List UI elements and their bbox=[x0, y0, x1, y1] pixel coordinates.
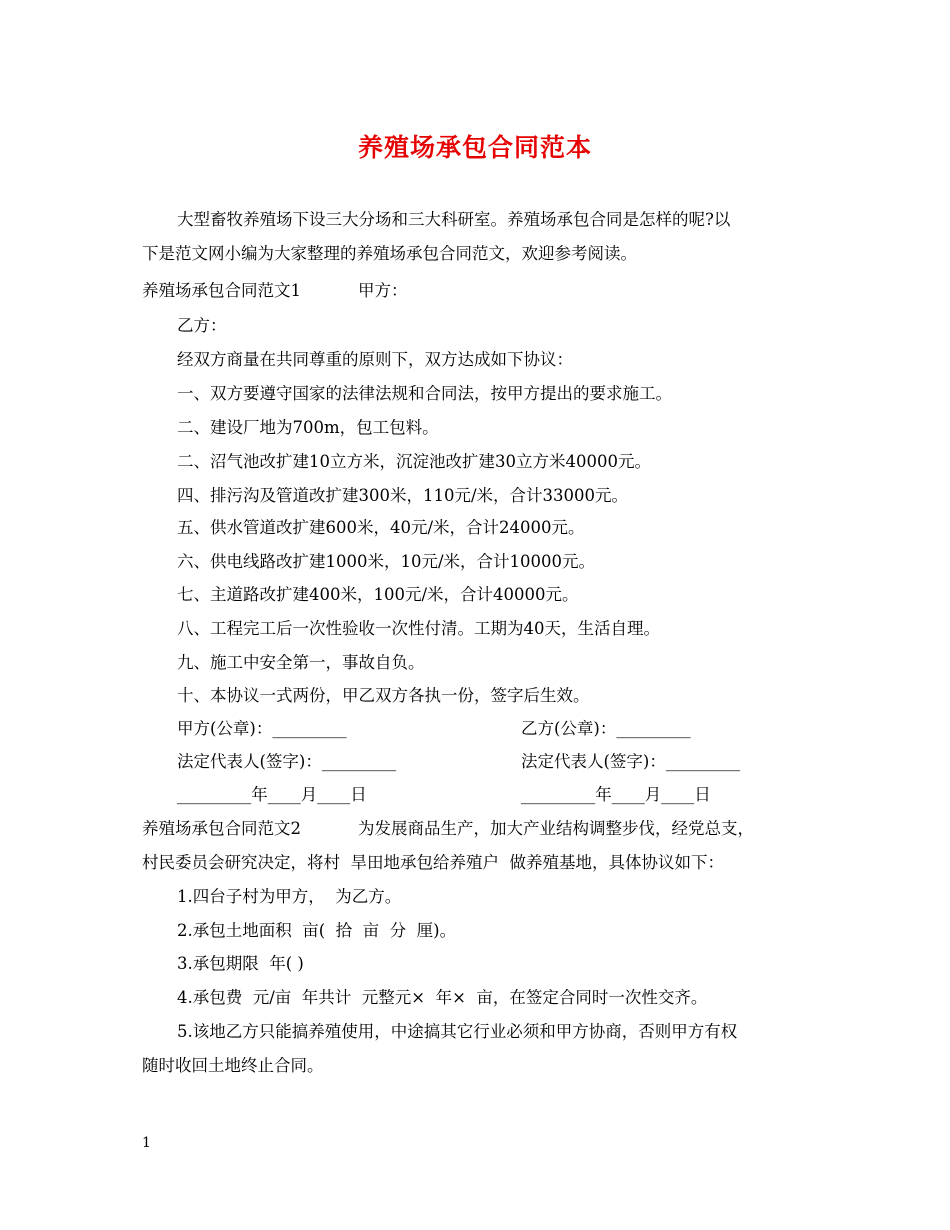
party-b-date-line: _________年____月____日 bbox=[521, 785, 711, 804]
clause-item: 九、施工中安全第一，事故自负。 bbox=[177, 653, 425, 672]
clause-item: 七、主道路改扩建400米，100元/米，合计40000元。 bbox=[177, 585, 579, 604]
document-title: 养殖场承包合同范本 bbox=[357, 133, 592, 162]
intro-line-2: 下是范文网小编为大家整理的养殖场承包合同范文，欢迎参考阅读。 bbox=[142, 244, 637, 263]
agreement-item: 4.承包费 元/亩 年共计 元整元× 年× 亩，在签定合同时一次性交齐。 bbox=[177, 988, 708, 1007]
sample1-heading: 养殖场承包合同范文1 bbox=[142, 281, 301, 300]
agreement-item: 5.该地乙方只能搞养殖使用，中途搞其它行业必须和甲方协商，否则甲方有权 bbox=[177, 1022, 738, 1041]
sample2-text-2: 村民委员会研究决定，将村 旱田地承包给养殖户 做养殖基地，具体协议如下： bbox=[142, 853, 724, 872]
page-number: 1 bbox=[142, 1135, 151, 1151]
clause-item: 一、双方要遵守国家的法律法规和合同法，按甲方提出的要求施工。 bbox=[177, 384, 672, 403]
clause-item: 十、本协议一式两份，甲乙双方各执一份，签字后生效。 bbox=[177, 686, 590, 705]
clause-item: 六、供电线路改扩建1000米，10元/米，合计10000元。 bbox=[177, 552, 596, 571]
clause-item: 二、沼气池改扩建10立方米，沉淀池改扩建30立方米40000元。 bbox=[177, 452, 651, 471]
party-b-rep-line: 法定代表人(签字)：_________ bbox=[521, 752, 741, 771]
sample1-party-a: 甲方： bbox=[358, 281, 408, 300]
sample2-heading: 养殖场承包合同范文2 bbox=[142, 819, 301, 838]
party-b-seal-line: 乙方(公章)：_________ bbox=[521, 719, 691, 738]
party-a-seal-line: 甲方(公章)：_________ bbox=[177, 719, 347, 738]
agreement-item: 1.四台子村为甲方， 为乙方。 bbox=[177, 887, 402, 906]
clause-item: 四、排污沟及管道改扩建300米，110元/米，合计33000元。 bbox=[177, 486, 629, 505]
agreement-item: 3.承包期限 年( ) bbox=[177, 954, 304, 973]
party-a-date-line: _________年____月____日 bbox=[177, 785, 367, 804]
agreement-item: 2.承包土地面积 亩( 拾 亩 分 厘)。 bbox=[177, 921, 457, 940]
sample1-preamble: 经双方商量在共同尊重的原则下，双方达成如下协议： bbox=[177, 350, 573, 369]
sample1-party-b: 乙方： bbox=[177, 316, 227, 335]
clause-item: 二、建设厂地为700m，包工包料。 bbox=[177, 418, 439, 437]
sample2-text-1: 为发展商品生产，加大产业结构调整步伐，经党总支， bbox=[358, 819, 754, 838]
clause-item: 五、供水管道改扩建600米，40元/米，合计24000元。 bbox=[177, 518, 585, 537]
party-a-rep-line: 法定代表人(签字)：_________ bbox=[177, 752, 397, 771]
clause-item: 八、工程完工后一次性验收一次性付清。工期为40天，生活自理。 bbox=[177, 619, 660, 638]
intro-line-1: 大型畜牧养殖场下设三大分场和三大科研室。养殖场承包合同是怎样的呢?以 bbox=[177, 210, 731, 229]
agreement-item-continuation: 随时收回土地终止合同。 bbox=[142, 1056, 324, 1075]
